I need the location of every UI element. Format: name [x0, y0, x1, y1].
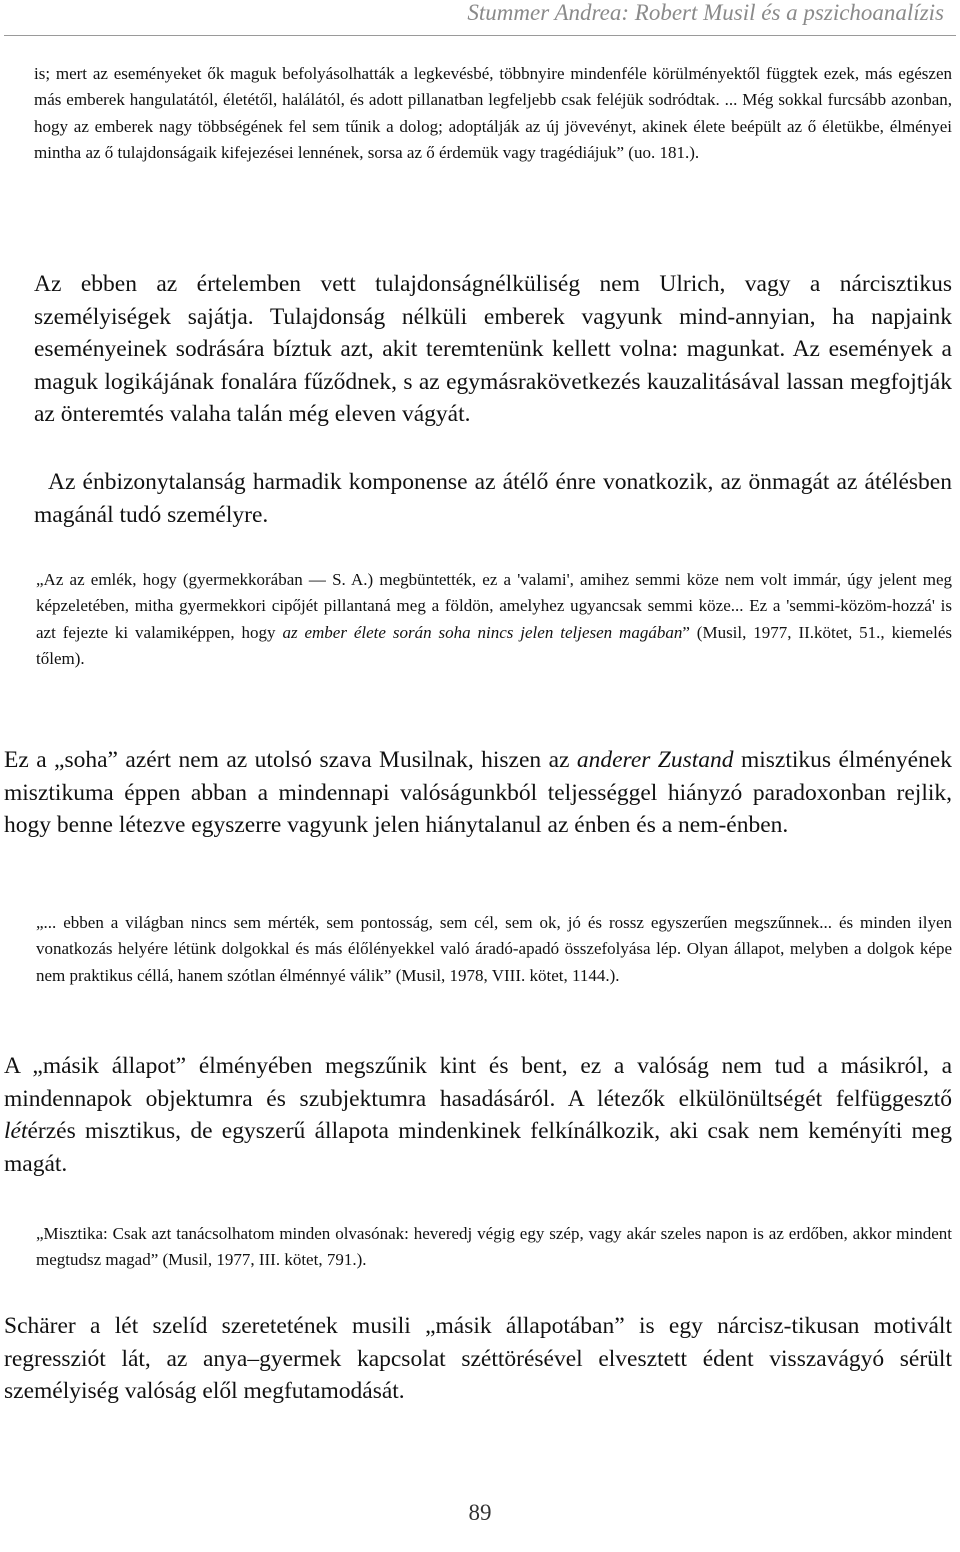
- emphasis-anderer-zustand: anderer Zustand: [576, 747, 734, 773]
- body-paragraph-soha: [4, 744, 952, 842]
- quote-continuation-paragraph: is; mert az eseményeket ők maguk befolyásolhatták a legkevésbé, többnyire mindenféle körülményektől függtek ezek, más egészen más emberek hangulatától, életétől, halálától, és adott pillanatban legfeljebb csak feléjük sodródtak. ... Még sokkal furcsább azonban, hogy az emberek nagy többségének fel sem tűnik a dolog; adoptálják az új jövevényt, akinek élete beépült az ő életükbe, élményei mintha az ő tulajdonságaik kifejezései lennének, sorsa az ő érdemük vagy tragédiájuk” (uo. 181.).: [34, 64, 952, 162]
- paragraph-text: Az énbizonytalanság harmadik komponense az átélő énre vonatkozik, az önmagát az átélésben magánál tudó személyre.: [34, 469, 952, 528]
- body-paragraph-third-component: [34, 466, 952, 531]
- header-rule: [4, 35, 956, 36]
- block-quote-misztika: „Misztika: Csak azt tanácsolhatom minden olvasónak: heveredj végig egy szép, vagy akár szeles napon is az erdőben, akkor mindent megtudsz magad” (Musil, 1977, III. kötet, 791.).: [36, 1224, 952, 1270]
- paragraph-text: érzés misztikus, de egyszerű állapota mindenkinek felkínálkozik, aki csak nem keményíti meg magát.: [4, 1118, 952, 1177]
- block-quote-world: „... ebben a világban nincs sem mérték, sem pontosság, sem cél, sem ok, jó és rossz egyszerűen megszűnnek... és minden ilyen vonatkozás helyére létünk dolgokkal és más élőlényekkel való áradó-apadó összefolyása lép. Olyan állapot, melyben a dolgok képe nem praktikus céllá, hanem szótlan élménnyé válik” (Musil, 1978, VIII. kötet, 1144.).: [36, 913, 952, 985]
- quote-text: „Az az emlék, hogy (gyermekkorában — S. A.) megbüntették, ez a 'valami', amihez semmi köze nem volt immár, úgy jelent meg képzeletében, mitha gyermekkori cipőjét pillantaná meg a földön, amelyhez ugyancsak semmi köze... Ez a 'semmi-közöm-hozzá' is azt fejezte ki valamiképpen, hogy: [36, 570, 952, 642]
- paragraph-text: misztikus élményének misztikuma éppen abban a mindennapi valóságunkból teljességgel hiányzó paradoxonban rejlik, hogy benne létezve egyszerre vagyunk jelen hiánytalanul az énben és a nem-énben.: [4, 747, 952, 838]
- page-number: 89: [468, 1500, 492, 1525]
- quote-citation: ” (Musil, 1977, II.kötet, 51., kiemelés tőlem).: [36, 622, 952, 668]
- running-header-title: Stummer Andrea: Robert Musil és a pszichoanalízis: [467, 0, 944, 25]
- block-quote-memory: [36, 567, 952, 672]
- body-paragraph-masik-allapot: [4, 1050, 952, 1180]
- quote-emphasis: az ember élete során soha nincs jelen teljesen magában: [282, 622, 683, 642]
- paragraph-text: A „másik állapot” élményében megszűnik kint és bent, ez a valóság nem tud a másikról, a mindennapok objektumra és szubjektumra hasadásáról. A létezők elkülönültségét felfüggesztő: [4, 1053, 952, 1112]
- body-paragraph-propertylessness: Az ebben az értelemben vett tulajdonságnélküliség nem Ulrich, vagy a nárcisztikus személyiségek sajátja. Tulajdonság nélküli emberek vagyunk mind-annyian, ha napjaink eseményeinek sodrására bíztuk azt, akit teremtenünk kellett volna: magunkat. Az események a maguk logikájának fonalára fűződnek, s az egymásrakövetkezés kauzalitásával lassan megfojtják az önteremtés valaha talán még eleven vágyát.: [34, 271, 952, 427]
- body-paragraph-scharer: Schärer a lét szelíd szeretetének musili „másik állapotában” is egy nárcisz-tikusan motivált regressziót lát, az anya–gyermek kapcsolat széttörésével elvesztett édent visszavágyó sérült személyiség valóság elől megfutamodását.: [4, 1313, 952, 1404]
- emphasis-let: lét: [4, 1118, 28, 1144]
- paragraph-text: Ez a „soha” azért nem az utolsó szava Musilnak, hiszen az: [4, 747, 577, 773]
